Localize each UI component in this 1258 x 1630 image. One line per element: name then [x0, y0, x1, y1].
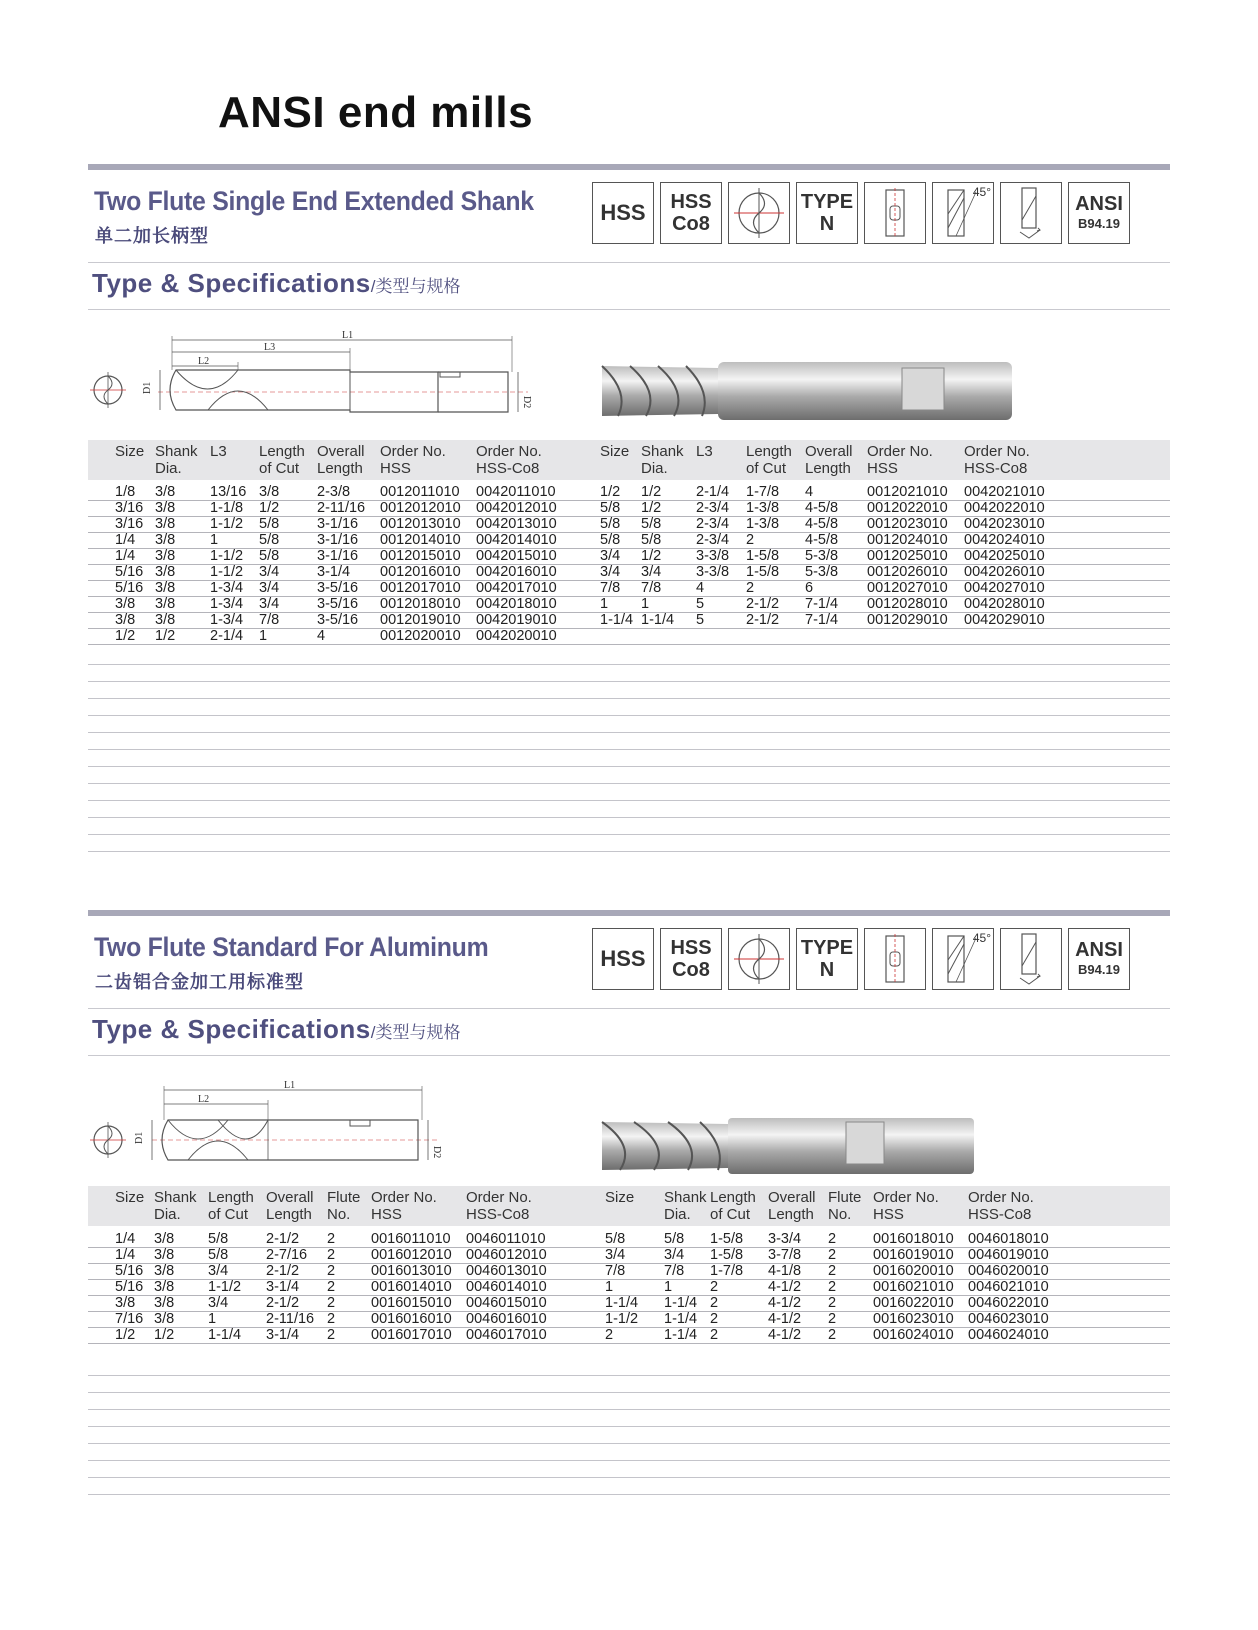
table-cell: 1 — [208, 1311, 217, 1327]
section1-blank-lines — [88, 648, 1170, 852]
table-cell: 4 — [805, 484, 814, 500]
table-cell: 0042026010 — [964, 564, 1045, 580]
table-cell: 3-1/4 — [266, 1327, 300, 1343]
table-cell: 3-5/16 — [317, 580, 359, 596]
table-cell: 0012015010 — [380, 548, 461, 564]
section1-table-header: Size Shank Dia. L3 Length of Cut Overall Length Order No. HSS Order No. HSS-Co8 Size Shank Dia. L3 Length of Cut Overall Length Order No. HSS Order No. HSS-Co8 — [88, 440, 1170, 480]
table-cell: 0012016010 — [380, 564, 461, 580]
table-cell: 7-1/4 — [805, 596, 839, 612]
table-cell: 0016016010 — [371, 1311, 452, 1327]
table-cell: 0016015010 — [371, 1295, 452, 1311]
table-cell: 7-1/4 — [805, 612, 839, 628]
table-cell: 1 — [210, 532, 219, 548]
table-cell: 3-3/4 — [768, 1231, 802, 1247]
table-cell: 0046018010 — [968, 1231, 1049, 1247]
table-cell: 1/4 — [115, 532, 136, 548]
table-cell: 5/8 — [605, 1231, 626, 1247]
table-cell: 4 — [696, 580, 705, 596]
table-cell: 0046021010 — [968, 1279, 1049, 1295]
section2-spec-heading: Type & Specifications/类型与规格 — [92, 1014, 461, 1044]
table-cell: 0012019010 — [380, 612, 461, 628]
table-cell: 2 — [327, 1295, 336, 1311]
table-cell: 4-1/8 — [768, 1263, 802, 1279]
table-cell: 5/8 — [208, 1247, 229, 1263]
table-cell: 0042028010 — [964, 596, 1045, 612]
table-cell: 0012011010 — [380, 484, 460, 500]
table-cell: 0046016010 — [466, 1311, 547, 1327]
table-cell: 2 — [828, 1247, 837, 1263]
table-row — [88, 500, 1170, 517]
section2-technical-drawing — [88, 1080, 468, 1180]
table-cell: 3/8 — [154, 1247, 175, 1263]
table-cell: 1/8 — [115, 484, 136, 500]
table-cell: 3/8 — [155, 596, 176, 612]
table-cell: 2 — [746, 532, 755, 548]
table-row — [88, 1295, 1170, 1312]
center-cutting-icon — [728, 928, 790, 990]
table-cell: 0012027010 — [867, 580, 948, 596]
table-cell: 5/8 — [664, 1231, 685, 1247]
table-cell: 0042024010 — [964, 532, 1045, 548]
dim-d2: D2 — [521, 396, 532, 409]
table-cell: 5 — [696, 596, 705, 612]
weldon-flat-icon — [864, 928, 926, 990]
table-cell: 3/4 — [664, 1247, 685, 1263]
table-cell: 2-3/8 — [317, 484, 351, 500]
table-row — [88, 628, 1170, 645]
table-cell: 5/8 — [600, 500, 621, 516]
table-row — [88, 612, 1170, 629]
table-cell: 1-7/8 — [746, 484, 780, 500]
table-cell: 5-3/8 — [805, 564, 839, 580]
table-cell: 2 — [828, 1263, 837, 1279]
table-cell: 0012020010 — [380, 628, 461, 644]
table-cell: 0042021010 — [964, 484, 1045, 500]
dim-l3: L3 — [264, 342, 276, 353]
section2-spec-rule — [88, 1055, 1170, 1056]
table-cell: 1 — [605, 1279, 614, 1295]
table-cell: 1/2 — [259, 500, 280, 516]
table-cell: 0012018010 — [380, 596, 461, 612]
table-cell: 13/16 — [210, 484, 247, 500]
table-cell: 2-7/16 — [266, 1247, 308, 1263]
table-cell: 2 — [327, 1247, 336, 1263]
table-cell: 2-3/4 — [696, 516, 730, 532]
table-cell: 2-1/4 — [210, 628, 244, 644]
table-cell: 0016013010 — [371, 1263, 452, 1279]
table-cell: 0012014010 — [380, 532, 461, 548]
table-cell: 3/4 — [259, 564, 280, 580]
table-cell: 3-1/16 — [317, 532, 359, 548]
section2-subtitle: 二齿铝合金加工用标准型 — [95, 972, 304, 992]
table-cell: 1/2 — [115, 628, 136, 644]
table-cell: 1-5/8 — [746, 564, 780, 580]
table-cell: 0012025010 — [867, 548, 948, 564]
table-row — [88, 564, 1170, 581]
table-row — [88, 580, 1170, 597]
table-cell: 3/8 — [115, 1295, 136, 1311]
table-cell: 1-1/4 — [605, 1295, 639, 1311]
table-cell: 3/8 — [154, 1231, 175, 1247]
helix-angle-icon — [932, 182, 994, 244]
table-cell: 0016017010 — [371, 1327, 452, 1343]
table-cell: 3/8 — [155, 564, 176, 580]
table-cell: 3/4 — [641, 564, 662, 580]
table-cell: 0016012010 — [371, 1247, 452, 1263]
table-cell: 0046019010 — [968, 1247, 1049, 1263]
ansi-standard-badge: ANSI B94.19 — [1068, 182, 1130, 244]
table-cell: 5/8 — [259, 532, 280, 548]
table-cell: 3-1/16 — [317, 548, 359, 564]
table-cell: 0042022010 — [964, 500, 1045, 516]
table-cell: 2 — [605, 1327, 614, 1343]
table-row — [88, 1263, 1170, 1280]
hss-co8-badge: HSS Co8 — [660, 928, 722, 990]
table-cell: 4-5/8 — [805, 516, 839, 532]
table-cell: 1-1/8 — [210, 500, 244, 516]
dim-l1: L1 — [342, 330, 354, 341]
table-cell: 2 — [710, 1279, 719, 1295]
section2-title: Two Flute Standard For Aluminum — [94, 932, 489, 962]
table-cell: 3/4 — [259, 580, 280, 596]
section2-table-header: Size Shank Dia. Length of Cut Overall Length Flute No. Order No. HSS Order No. HSS-Co8 Size Shank Dia. Length of Cut Overall Length Flute No. Order No. HSS Order No. HSS-Co8 — [88, 1186, 1170, 1226]
table-cell: 4-1/2 — [768, 1311, 802, 1327]
table-cell: 5 — [696, 612, 705, 628]
table-cell: 2-1/2 — [266, 1263, 300, 1279]
table-cell: 5/8 — [259, 516, 280, 532]
table-cell: 4-5/8 — [805, 500, 839, 516]
table-row — [88, 1327, 1170, 1344]
table-cell: 0016011010 — [371, 1231, 451, 1247]
table-cell: 0046015010 — [466, 1295, 547, 1311]
table-cell: 2 — [327, 1279, 336, 1295]
table-cell: 3/8 — [155, 580, 176, 596]
table-cell: 0042014010 — [476, 532, 557, 548]
helix-angle-icon — [932, 928, 994, 990]
table-cell: 1-1/2 — [210, 516, 244, 532]
table-cell: 2 — [828, 1279, 837, 1295]
table-cell: 1/2 — [641, 500, 662, 516]
table-cell: 0012028010 — [867, 596, 948, 612]
table-cell: 0046012010 — [466, 1247, 547, 1263]
table-cell: 2 — [327, 1311, 336, 1327]
table-cell: 7/8 — [600, 580, 621, 596]
table-cell: 3/4 — [259, 596, 280, 612]
table-cell: 0012013010 — [380, 516, 461, 532]
table-cell: 2 — [327, 1231, 336, 1247]
table-cell: 0042011010 — [476, 484, 556, 500]
table-cell: 2-1/4 — [696, 484, 730, 500]
table-cell: 2-1/2 — [746, 596, 780, 612]
table-cell: 5-3/8 — [805, 548, 839, 564]
table-cell: 3-3/8 — [696, 548, 730, 564]
table-cell: 5/8 — [641, 516, 662, 532]
table-cell: 2 — [746, 580, 755, 596]
table-cell: 3/8 — [154, 1295, 175, 1311]
table-cell: 2 — [710, 1311, 719, 1327]
table-cell: 3/16 — [115, 516, 144, 532]
table-cell: 0042025010 — [964, 548, 1045, 564]
table-cell: 5/8 — [600, 516, 621, 532]
table-cell: 2-1/2 — [746, 612, 780, 628]
table-cell: 0012022010 — [867, 500, 948, 516]
table-cell: 0042027010 — [964, 580, 1045, 596]
table-cell: 1-1/4 — [600, 612, 634, 628]
table-cell: 0012012010 — [380, 500, 461, 516]
helix-angle-label: 45° — [972, 185, 991, 199]
table-cell: 2 — [828, 1311, 837, 1327]
table-cell: 5/16 — [115, 564, 144, 580]
table-cell: 3-7/8 — [768, 1247, 802, 1263]
table-cell: 5/8 — [600, 532, 621, 548]
section1-product-image — [600, 362, 1020, 422]
table-cell: 7/8 — [605, 1263, 626, 1279]
table-cell: 1-1/4 — [664, 1327, 698, 1343]
table-cell: 5/8 — [259, 548, 280, 564]
table-cell: 0042023010 — [964, 516, 1045, 532]
section1-technical-drawing — [88, 330, 548, 430]
table-cell: 1-3/8 — [746, 500, 780, 516]
table-cell: 7/16 — [115, 1311, 144, 1327]
section2-top-rule — [88, 910, 1170, 916]
table-cell: 0046011010 — [466, 1231, 546, 1247]
table-cell: 0016020010 — [873, 1263, 954, 1279]
table-cell: 1-3/4 — [210, 596, 244, 612]
section1-subtitle: 单二加长柄型 — [95, 226, 209, 246]
table-cell: 0016024010 — [873, 1327, 954, 1343]
table-cell: 1 — [641, 596, 650, 612]
table-row — [88, 1247, 1170, 1264]
section2-blank-lines — [88, 1359, 1170, 1495]
table-row — [88, 596, 1170, 613]
table-cell: 0046020010 — [968, 1263, 1049, 1279]
type-n-badge: TYPE N — [796, 182, 858, 244]
table-cell: 3/8 — [155, 516, 176, 532]
table-cell: 1-1/2 — [210, 548, 244, 564]
table-cell: 2 — [828, 1231, 837, 1247]
table-cell: 3-5/16 — [317, 612, 359, 628]
table-row — [88, 532, 1170, 549]
table-cell: 3-5/16 — [317, 596, 359, 612]
table-cell: 5/16 — [115, 1279, 144, 1295]
table-cell: 1-3/4 — [210, 580, 244, 596]
table-cell: 0012023010 — [867, 516, 948, 532]
table-row — [88, 1279, 1170, 1296]
table-cell: 1-1/4 — [664, 1311, 698, 1327]
table-cell: 3/4 — [208, 1295, 229, 1311]
table-row — [88, 548, 1170, 565]
table-cell: 1-1/2 — [208, 1279, 242, 1295]
table-cell: 1-3/4 — [210, 612, 244, 628]
table-cell: 4-5/8 — [805, 532, 839, 548]
table-cell: 1 — [600, 596, 609, 612]
table-cell: 7/8 — [641, 580, 662, 596]
table-cell: 4-1/2 — [768, 1327, 802, 1343]
table-cell: 0046017010 — [466, 1327, 547, 1343]
table-cell: 2 — [327, 1263, 336, 1279]
table-cell: 2 — [710, 1295, 719, 1311]
table-cell: 1-1/4 — [208, 1327, 242, 1343]
table-cell: 0016014010 — [371, 1279, 452, 1295]
table-cell: 3/8 — [115, 612, 136, 628]
table-cell: 0046024010 — [968, 1327, 1049, 1343]
table-cell: 3/8 — [154, 1279, 175, 1295]
table-cell: 7/8 — [664, 1263, 685, 1279]
table-cell: 0042029010 — [964, 612, 1045, 628]
table-row — [88, 1231, 1170, 1248]
section2-divider — [88, 1008, 1170, 1009]
dim-l2: L2 — [198, 356, 210, 367]
table-cell: 2-11/16 — [317, 500, 366, 516]
table-cell: 0042019010 — [476, 612, 557, 628]
table-cell: 0046013010 — [466, 1263, 547, 1279]
table-cell: 1-1/2 — [210, 564, 244, 580]
center-cutting-icon — [728, 182, 790, 244]
table-cell: 1-5/8 — [710, 1247, 744, 1263]
table-cell: 2 — [828, 1327, 837, 1343]
table-cell: 2 — [327, 1327, 336, 1343]
section1-top-rule — [88, 164, 1170, 170]
section1-divider — [88, 262, 1170, 263]
table-cell: 0046023010 — [968, 1311, 1049, 1327]
table-cell: 0016022010 — [873, 1295, 954, 1311]
table-cell: 0042013010 — [476, 516, 557, 532]
table-cell: 0016018010 — [873, 1231, 954, 1247]
table-cell: 0042015010 — [476, 548, 557, 564]
table-cell: 1/4 — [115, 1231, 136, 1247]
type-n-badge: TYPE N — [796, 928, 858, 990]
table-cell: 3/8 — [154, 1311, 175, 1327]
table-cell: 3/8 — [115, 596, 136, 612]
table-cell: 0012029010 — [867, 612, 948, 628]
dim-d2: D2 — [431, 1146, 442, 1159]
table-cell: 0042012010 — [476, 500, 557, 516]
table-cell: 0016023010 — [873, 1311, 954, 1327]
table-cell: 3/4 — [208, 1263, 229, 1279]
dim-d1: D1 — [142, 381, 153, 394]
table-cell: 3/16 — [115, 500, 144, 516]
section1-spec-heading: Type & Specifications/类型与规格 — [92, 268, 461, 298]
table-cell: 3/8 — [154, 1263, 175, 1279]
table-cell: 5/16 — [115, 580, 144, 596]
table-cell: 0016019010 — [873, 1247, 954, 1263]
table-cell: 0042020010 — [476, 628, 557, 644]
table-cell: 4-1/2 — [768, 1295, 802, 1311]
table-cell: 3/8 — [155, 500, 176, 516]
table-cell: 0046022010 — [968, 1295, 1049, 1311]
table-cell: 1/2 — [641, 548, 662, 564]
helix-angle-label: 45° — [972, 931, 991, 945]
dim-d1: D1 — [134, 1131, 145, 1144]
table-cell: 0046014010 — [466, 1279, 547, 1295]
table-cell: 1/2 — [641, 484, 662, 500]
table-cell: 2-11/16 — [266, 1311, 315, 1327]
table-cell: 3/8 — [155, 532, 176, 548]
table-cell: 0042018010 — [476, 596, 557, 612]
table-cell: 3/4 — [605, 1247, 626, 1263]
table-cell: 1-1/2 — [605, 1311, 639, 1327]
table-cell: 1/2 — [154, 1327, 175, 1343]
table-cell: 0012026010 — [867, 564, 948, 580]
table-cell: 3-3/8 — [696, 564, 730, 580]
table-cell: 6 — [805, 580, 814, 596]
dim-l1: L1 — [284, 1080, 296, 1091]
table-row — [88, 516, 1170, 533]
table-cell: 4-1/2 — [768, 1279, 802, 1295]
table-cell: 1/2 — [155, 628, 176, 644]
table-cell: 2 — [710, 1327, 719, 1343]
table-row — [88, 1311, 1170, 1328]
hss-badge: HSS — [592, 182, 654, 244]
section1-title: Two Flute Single End Extended Shank — [94, 186, 534, 216]
table-cell: 1-5/8 — [710, 1231, 744, 1247]
table-cell: 1-3/8 — [746, 516, 780, 532]
table-cell: 3/8 — [155, 484, 176, 500]
section1-property-icons — [592, 182, 1130, 246]
hss-badge: HSS — [592, 928, 654, 990]
table-cell: 1/2 — [115, 1327, 136, 1343]
table-cell: 3-1/4 — [266, 1279, 300, 1295]
table-cell: 3/8 — [259, 484, 280, 500]
table-cell: 1-7/8 — [710, 1263, 744, 1279]
hss-co8-badge: HSS Co8 — [660, 182, 722, 244]
table-cell: 1 — [664, 1279, 673, 1295]
table-cell: 2-1/2 — [266, 1295, 300, 1311]
section1-spec-rule — [88, 309, 1170, 310]
table-cell: 1/4 — [115, 548, 136, 564]
rotation-direction-icon — [1000, 182, 1062, 244]
table-cell: 2-3/4 — [696, 500, 730, 516]
table-cell: 3-1/4 — [317, 564, 351, 580]
table-cell: 7/8 — [259, 612, 280, 628]
section2-product-image — [600, 1118, 980, 1178]
table-cell: 3/4 — [600, 548, 621, 564]
table-cell: 0016021010 — [873, 1279, 954, 1295]
table-cell: 1-5/8 — [746, 548, 780, 564]
table-cell: 3/8 — [155, 612, 176, 628]
table-cell: 3/8 — [155, 548, 176, 564]
page-title: ANSI end mills — [218, 88, 534, 137]
table-cell: 2-3/4 — [696, 532, 730, 548]
table-cell: 0042017010 — [476, 580, 557, 596]
table-cell: 5/16 — [115, 1263, 144, 1279]
table-cell: 4 — [317, 628, 326, 644]
rotation-direction-icon — [1000, 928, 1062, 990]
table-cell: 0012024010 — [867, 532, 948, 548]
table-row — [88, 484, 1170, 501]
section2-property-icons — [592, 928, 1130, 992]
table-cell: 2-1/2 — [266, 1231, 300, 1247]
dim-l2: L2 — [198, 1094, 210, 1105]
table-cell: 2 — [828, 1295, 837, 1311]
weldon-flat-icon — [864, 182, 926, 244]
table-cell: 3-1/16 — [317, 516, 359, 532]
table-cell: 0012017010 — [380, 580, 461, 596]
table-cell: 1-1/4 — [664, 1295, 698, 1311]
table-cell: 5/8 — [641, 532, 662, 548]
table-cell: 5/8 — [208, 1231, 229, 1247]
table-cell: 0012021010 — [867, 484, 948, 500]
table-cell: 3/4 — [600, 564, 621, 580]
table-cell: 1-1/4 — [641, 612, 675, 628]
table-cell: 1/2 — [600, 484, 621, 500]
table-cell: 0042016010 — [476, 564, 557, 580]
table-cell: 1/4 — [115, 1247, 136, 1263]
ansi-standard-badge: ANSI B94.19 — [1068, 928, 1130, 990]
table-cell: 1 — [259, 628, 268, 644]
